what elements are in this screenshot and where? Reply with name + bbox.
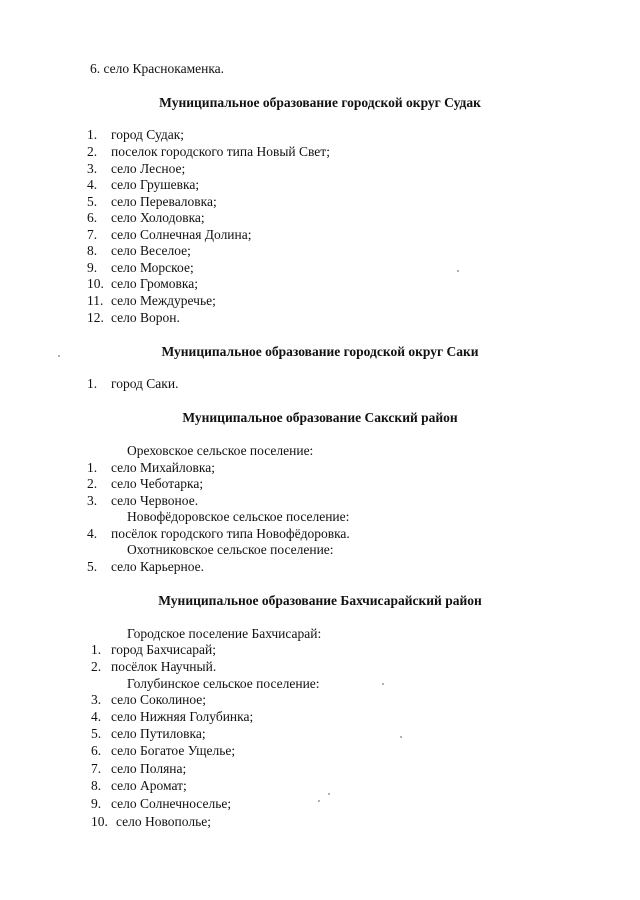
- item-text: посёлок городского типа Новофёдоровка.: [111, 526, 350, 541]
- scan-speck: [457, 270, 459, 272]
- item-number: 5.: [91, 726, 102, 741]
- item-text: село Червоное.: [111, 493, 199, 508]
- item-number: 2.: [87, 144, 98, 159]
- item-text: село Чеботарка;: [111, 476, 204, 491]
- section-heading-bakhchisaray: Муниципальное образование Бахчисарайский район: [158, 593, 482, 608]
- item-text: село Путиловка;: [111, 726, 206, 741]
- item-number: 7.: [87, 227, 98, 242]
- scan-speck: [58, 355, 60, 357]
- item-number: 5.: [87, 194, 98, 209]
- scan-speck: [328, 793, 330, 795]
- section-heading-saki: Муниципальное образование городской округ Саки: [161, 344, 479, 359]
- item-text: село Переваловка;: [111, 194, 217, 209]
- item-number: 3.: [87, 161, 98, 176]
- item-text: поселок городского типа Новый Свет;: [111, 144, 330, 159]
- item-number: 8.: [87, 243, 98, 258]
- item-text: село Громовка;: [111, 276, 198, 291]
- item-text: село Карьерное.: [111, 559, 204, 574]
- scan-speck: [382, 683, 384, 685]
- item-text: посёлок Научный.: [111, 659, 217, 674]
- item-text: город Саки.: [111, 376, 179, 391]
- item-text: село Новополье;: [116, 814, 211, 829]
- item-number: 6.: [87, 210, 98, 225]
- list-item-text: 6. село Краснокаменка.: [90, 61, 225, 76]
- item-number: 6.: [91, 743, 102, 758]
- section-heading-saki-district: Муниципальное образование Сакский район: [182, 410, 458, 425]
- item-number: 10.: [91, 814, 108, 829]
- item-number: 9.: [87, 260, 98, 275]
- item-number: 1.: [87, 460, 98, 475]
- item-number: 12.: [87, 310, 104, 325]
- item-number: 4.: [87, 177, 98, 192]
- item-number: 2.: [91, 659, 102, 674]
- item-text: село Грушевка;: [111, 177, 200, 192]
- item-number: 7.: [91, 761, 102, 776]
- item-number: 1.: [87, 127, 98, 142]
- item-text: село Солнечноселье;: [111, 796, 232, 811]
- item-number: 2.: [87, 476, 98, 491]
- item-number: 11.: [87, 293, 104, 308]
- item-text: село Поляна;: [111, 761, 187, 776]
- item-text: село Богатое Ущелье;: [111, 743, 236, 758]
- item-number: 8.: [91, 778, 102, 793]
- item-number: 9.: [91, 796, 102, 811]
- settlement-label: Ореховское сельское поселение:: [127, 443, 314, 458]
- item-number: 1.: [91, 642, 102, 657]
- item-text: село Солнечная Долина;: [111, 227, 252, 242]
- item-text: село Нижняя Голубинка;: [111, 709, 254, 724]
- item-text: село Михайловка;: [111, 460, 215, 475]
- item-number: 4.: [91, 709, 102, 724]
- settlement-label: Голубинское сельское поселение:: [127, 676, 320, 691]
- section-heading-sudak: Муниципальное образование городской округ Судак: [159, 95, 481, 110]
- item-text: село Морское;: [111, 260, 194, 275]
- scan-speck: [318, 800, 320, 802]
- item-text: село Лесное;: [111, 161, 186, 176]
- item-text: город Судак;: [111, 127, 185, 142]
- item-text: село Холодовка;: [111, 210, 205, 225]
- item-text: село Соколиное;: [111, 692, 207, 707]
- settlement-label: Городское поселение Бахчисарай:: [127, 626, 322, 641]
- item-number: 10.: [87, 276, 104, 291]
- settlement-label: Новофёдоровское сельское поселение:: [127, 509, 350, 524]
- item-number: 5.: [87, 559, 98, 574]
- item-text: село Аромат;: [111, 778, 187, 793]
- item-number: 1.: [87, 376, 98, 391]
- item-number: 4.: [87, 526, 98, 541]
- item-text: город Бахчисарай;: [111, 642, 217, 657]
- item-number: 3.: [87, 493, 98, 508]
- settlement-label: Охотниковское сельское поселение:: [127, 542, 334, 557]
- scan-speck: [400, 736, 402, 738]
- item-text: село Веселое;: [111, 243, 191, 258]
- item-text: село Ворон.: [111, 310, 180, 325]
- item-text: село Междуречье;: [111, 293, 216, 308]
- list-item: [90, 61, 224, 77]
- item-number: 3.: [91, 692, 102, 707]
